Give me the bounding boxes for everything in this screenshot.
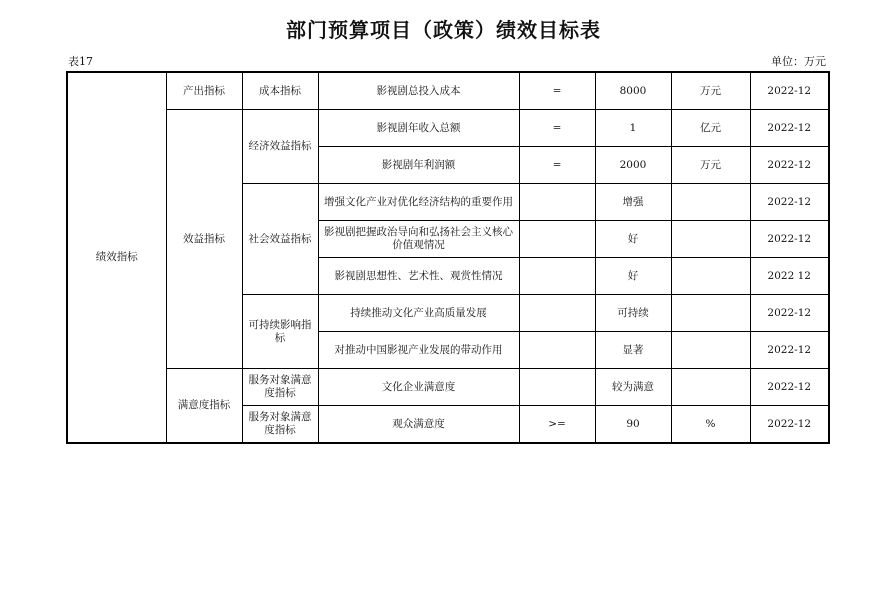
deadline-cell: 2022-12 xyxy=(750,295,829,332)
table-row xyxy=(67,110,829,147)
target-value-cell: 增强 xyxy=(595,184,671,221)
level1-cell: 绩效指标 xyxy=(67,72,166,443)
deadline-cell: 2022-12 xyxy=(750,110,829,147)
target-value-cell: 1 xyxy=(595,110,671,147)
target-value-cell: 可持续 xyxy=(595,295,671,332)
subgroup-cell-social: 社会效益指标 xyxy=(242,184,318,295)
indicator-cell: 文化企业满意度 xyxy=(318,369,519,406)
target-value-cell: 2000 xyxy=(595,147,671,184)
subgroup-cell-cost: 成本指标 xyxy=(242,72,318,110)
operator-cell xyxy=(519,258,595,295)
unit-cell xyxy=(671,295,750,332)
deadline-cell: 2022-12 xyxy=(750,221,829,258)
operator-cell xyxy=(519,184,595,221)
deadline-cell: 2022-12 xyxy=(750,369,829,406)
performance-target-table xyxy=(66,71,830,444)
subgroup-cell-sustainable: 可持续影响指标 xyxy=(242,295,318,369)
subgroup-cell-economic: 经济效益指标 xyxy=(242,110,318,184)
operator-cell: = xyxy=(519,72,595,110)
unit-cell: 万元 xyxy=(671,72,750,110)
indicator-cell: 影视剧年利润额 xyxy=(318,147,519,184)
unit-cell: % xyxy=(671,406,750,444)
unit-label: 单位：万元 xyxy=(771,55,826,68)
target-value-cell: 8000 xyxy=(595,72,671,110)
document-title: 部门预算项目（政策）绩效目标表 xyxy=(286,18,601,42)
group-cell-satisfaction: 满意度指标 xyxy=(166,369,242,444)
operator-cell xyxy=(519,369,595,406)
deadline-cell: 2022-12 xyxy=(750,184,829,221)
indicator-cell: 持续推动文化产业高质量发展 xyxy=(318,295,519,332)
operator-cell: >= xyxy=(519,406,595,444)
target-value-cell: 较为满意 xyxy=(595,369,671,406)
indicator-cell: 影视剧把握政治导向和弘扬社会主义核心价值观情况 xyxy=(318,221,519,258)
unit-cell xyxy=(671,221,750,258)
subgroup-cell-service: 服务对象满意度指标 xyxy=(242,406,318,444)
subgroup-cell-service: 服务对象满意度指标 xyxy=(242,369,318,406)
target-value-cell: 好 xyxy=(595,258,671,295)
operator-cell xyxy=(519,332,595,369)
indicator-cell: 影视剧总投入成本 xyxy=(318,72,519,110)
operator-cell: = xyxy=(519,147,595,184)
unit-cell xyxy=(671,369,750,406)
indicator-cell: 观众满意度 xyxy=(318,406,519,444)
indicator-cell: 对推动中国影视产业发展的带动作用 xyxy=(318,332,519,369)
unit-cell xyxy=(671,258,750,295)
deadline-cell: 2022-12 xyxy=(750,72,829,110)
indicator-cell: 影视剧年收入总额 xyxy=(318,110,519,147)
unit-cell xyxy=(671,332,750,369)
indicator-cell: 影视剧思想性、艺术性、观赏性情况 xyxy=(318,258,519,295)
operator-cell: = xyxy=(519,110,595,147)
table-number: 表17 xyxy=(68,55,93,68)
operator-cell xyxy=(519,295,595,332)
unit-cell: 亿元 xyxy=(671,110,750,147)
target-value-cell: 好 xyxy=(595,221,671,258)
table-row xyxy=(67,369,829,406)
unit-cell: 万元 xyxy=(671,147,750,184)
target-value-cell: 显著 xyxy=(595,332,671,369)
deadline-cell: 2022 12 xyxy=(750,258,829,295)
unit-cell xyxy=(671,184,750,221)
target-value-cell: 90 xyxy=(595,406,671,444)
deadline-cell: 2022-12 xyxy=(750,332,829,369)
deadline-cell: 2022-12 xyxy=(750,406,829,444)
group-cell-benefit: 效益指标 xyxy=(166,110,242,369)
group-cell-output: 产出指标 xyxy=(166,72,242,110)
deadline-cell: 2022-12 xyxy=(750,147,829,184)
table-row xyxy=(67,72,829,110)
operator-cell xyxy=(519,221,595,258)
indicator-cell: 增强文化产业对优化经济结构的重要作用 xyxy=(318,184,519,221)
